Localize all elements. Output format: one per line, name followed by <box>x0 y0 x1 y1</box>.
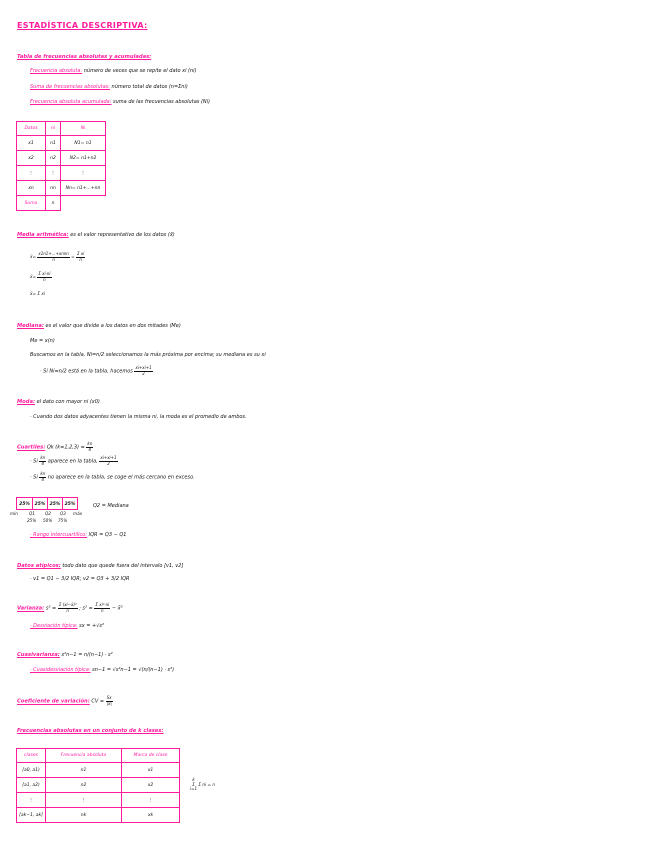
media-formula-2: x̄= $\frac{\text{Σ xi·ni}}{n}$ <box>30 271 51 282</box>
quartile-label-q3: Q3 <box>60 511 66 516</box>
mediana-rule: Buscamos en la tabla, Ni=n/2 seleccionamos la más próxima por encima; su mediana es su xi <box>30 352 266 358</box>
varianza-line: Varianza: s² = $\frac{\text{Σ (xi−x̄)²}}{n}$ ; s² = $\frac{\text{Σ xi²·ni}}{n}$ − x̄² <box>17 602 123 613</box>
table-cell: [a0, a1) <box>17 763 46 778</box>
table-row <box>17 136 106 151</box>
table-cell: x2 <box>122 778 180 793</box>
iqr-line: · Rango intercuartílico: IQR = Q3 − Q1 <box>30 532 127 538</box>
cuartiles-rule-1: · Si $\frac{kn}{4}$ aparece en la tabla, $\frac{xi+xi+1}{2}$ <box>30 455 117 466</box>
table-header: ni <box>46 122 61 136</box>
atipicos-line: Datos atípicos: todo dato que quede fuera del intervalo [v1, v2] <box>17 563 184 569</box>
table-header: Frecuencia absoluta <box>46 749 122 763</box>
quartile-label-min: min <box>10 511 18 516</box>
moda-line: Moda: el dato con mayor ni (x0) <box>17 399 100 405</box>
quartile-pct: 75% <box>58 518 68 523</box>
quartile-box: 25% <box>62 497 78 510</box>
table-cell: x2 <box>17 151 46 166</box>
table-cell: N1= n1 <box>61 136 106 151</box>
clases-table <box>16 748 180 823</box>
table-cell: x1 <box>17 136 46 151</box>
table-cell: xk <box>122 808 180 823</box>
median-note: Q2 = Mediana <box>93 503 129 509</box>
table-header: clases <box>17 749 46 763</box>
table-cell: Suma <box>17 196 46 211</box>
table-cell: [ak−1, ak] <box>17 808 46 823</box>
table-row <box>17 166 106 181</box>
table-cell: n <box>46 196 61 211</box>
table-row <box>17 181 106 196</box>
table-cell: ⋮ <box>46 793 122 808</box>
table-cell: Nn= n1+...+nn <box>61 181 106 196</box>
table-cell: x1 <box>122 763 180 778</box>
table-row <box>17 778 180 793</box>
freq-table <box>16 121 106 211</box>
table-cell: ⋮ <box>46 166 61 181</box>
table-row <box>17 196 106 211</box>
table-cell: n2 <box>46 778 122 793</box>
table-header: Ni <box>61 122 106 136</box>
media-formula-1: x̄= $\frac{\text{x1n1+...+xnnn}}{n}$ = $\frac{\text{Σ xi}}{n}$ <box>30 251 85 262</box>
quartile-box: 25% <box>32 497 48 510</box>
freq-acc-item: Frecuencia absoluta acumulada: suma de las frecuencias absolutas (Ni) <box>30 99 210 105</box>
table-row <box>17 151 106 166</box>
table-cell: ⋮ <box>122 793 180 808</box>
cuasidesviacion-line: · Cuasidesviación típica: sn−1 = √s²n−1 = √(n/(n−1) · s²) <box>30 667 175 673</box>
table-row <box>17 808 180 823</box>
table-cell: ⋮ <box>61 166 106 181</box>
table-row <box>17 793 180 808</box>
table-cell: n1 <box>46 763 122 778</box>
quartile-box: 25% <box>16 497 33 510</box>
atipicos-formula: · v1 = Q1 − 3/2 IQR; v2 = Q3 + 3/2 IQR <box>30 576 130 582</box>
freq-abs-item: Frecuencia absoluta: número de veces que se repite el dato xi (ni) <box>30 68 197 74</box>
quartile-label-q1: Q1 <box>29 511 35 516</box>
table-cell: n1 <box>46 136 61 151</box>
freq-table-heading: Tabla de frecuencias absolutas y acumuladas: <box>17 54 152 60</box>
table-header: Datos <box>17 122 46 136</box>
cuasivarianza-line: Cuasivarianza: s²n−1 = n/(n−1) · s² <box>17 652 113 658</box>
table-cell: nn <box>46 181 61 196</box>
cuartiles-rule-2: · Si $\frac{kn}{4}$ no aparece en la tabla, se coge el más cercano en exceso. <box>30 471 195 482</box>
quartile-label-q2: Q2 <box>45 511 51 516</box>
table-cell: [a1, a2) <box>17 778 46 793</box>
media-formula-3: x̄= Σ xi <box>30 291 45 296</box>
table-cell: nk <box>46 808 122 823</box>
mediana-rule-2: · Si Ni=n/2 está en la tabla, hacemos $\frac{xi+xi+1}{2}$ <box>40 365 152 376</box>
clases-sum-formula: k Σ i=1 Σ ni = n <box>190 777 215 791</box>
table-cell: ⋮ <box>17 793 46 808</box>
quartile-pct: 50% <box>43 518 53 523</box>
page-title: ESTADÍSTICA DESCRIPTIVA: <box>17 21 148 30</box>
quartile-pct: 25% <box>27 518 37 523</box>
mediana-formula: Me = x(n) <box>30 338 55 344</box>
freq-sum-item: Suma de frecuencias absolutas: número total de datos (n=Σni) <box>30 84 188 90</box>
mediana-line: Mediana: es el valor que divide a los datos en dos mitades (Me) <box>17 323 181 329</box>
cuartiles-line: Cuartiles: Qk (k=1,2,3) = $\frac{kn}{4}$ <box>17 441 93 452</box>
table-cell: n2 <box>46 151 61 166</box>
table-cell: xn <box>17 181 46 196</box>
table-cell-empty <box>61 196 106 211</box>
table-cell: ⋮ <box>17 166 46 181</box>
table-cell: N2= n1+n2 <box>61 151 106 166</box>
media-line: Media aritmética: es el valor representativo de los datos (x̄) <box>17 232 175 238</box>
moda-rule: · Cuando dos datos adyacentes tienen la misma ni, la moda es el promedio de ambos. <box>30 414 247 420</box>
quartile-label-max: máx <box>73 511 83 516</box>
table-row <box>17 763 180 778</box>
coef-line: Coeficiente de variación: CV = $\frac{Sx}{|x̄|}$ <box>17 695 112 706</box>
clases-heading: Frecuencias absolutas en un conjunto de k clases: <box>17 728 164 734</box>
desviacion-line: · Desviación típica: sx = +√s² <box>30 623 105 629</box>
quartile-box: 25% <box>47 497 63 510</box>
table-header: Marca de clase <box>122 749 180 763</box>
